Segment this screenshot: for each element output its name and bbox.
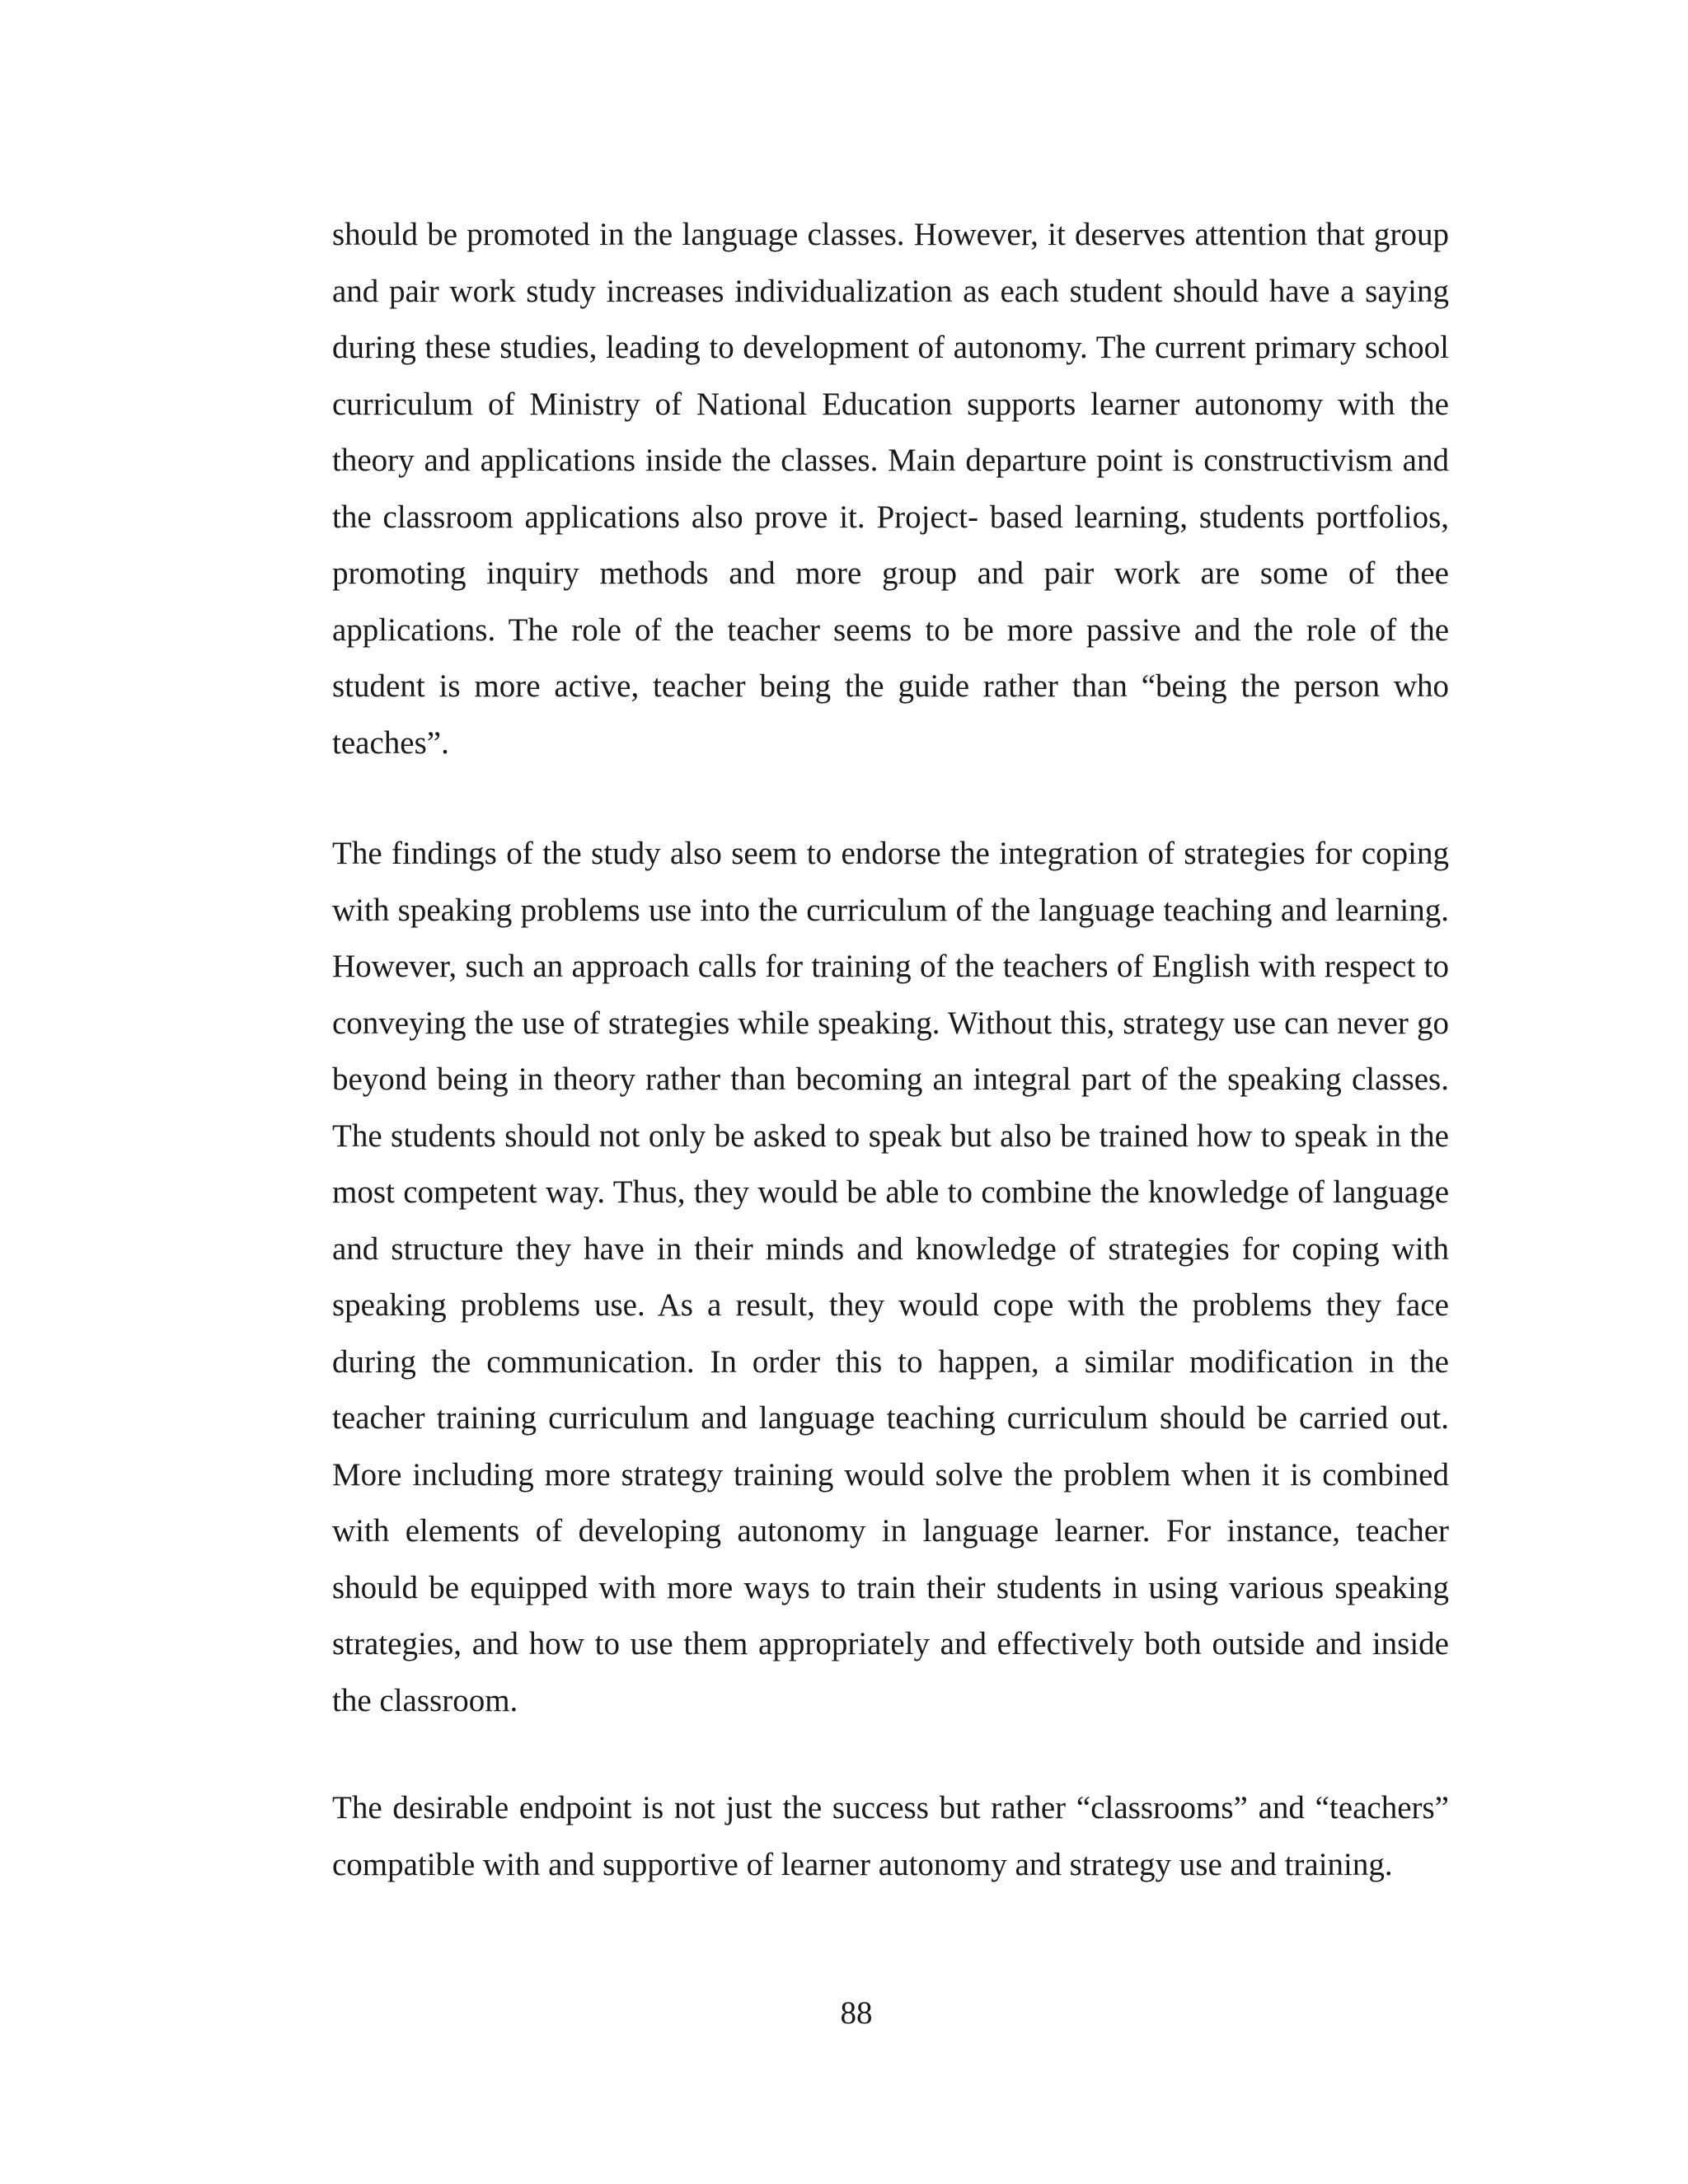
page-number: 88: [840, 1995, 873, 2031]
body-paragraph-2: The findings of the study also seem to endorse the integration of strategies for coping with speaking problems use into the curriculum of the language teaching and learning. However, such an approach calls for training of the teachers of English with respect to conveying the use of strategies while speaking. Without this, strategy use can never go beyond being in theory rather than becoming an integral part of the speaking classes. The students should not only be asked to speak but also be trained how to speak in the most competent way. Thus, they would be able to combine the knowledge of language and structure they have in their minds and knowledge of strategies for coping with speaking problems use. As a result, they would cope with the problems they face during the communication. In order this to happen, a similar modification in the teacher training curriculum and language teaching curriculum should be carried out. More including more strategy training would solve the problem when it is combined with elements of developing autonomy in language learner. For instance, teacher should be equipped with more ways to train their students in using various speaking strategies, and how to use them appropriately and effectively both outside and inside the classroom.: [332, 836, 1449, 1718]
body-paragraph-3: The desirable endpoint is not just the success but rather “classrooms” and “teachers” compatible with and supportive of learner autonomy and strategy use and training.: [332, 1790, 1449, 1882]
body-paragraph-1: should be promoted in the language classes. However, it deserves attention that group and pair work study increases individualization as each student should have a saying during these studies, leading to development of autonomy. The current primary school curriculum of Ministry of National Education supports learner autonomy with the theory and applications inside the classes. Main departure point is constructivism and the classroom applications also prove it. Project- based learning, students portfolios, promoting inquiry methods and more group and pair work are some of thee applications. The role of the teacher seems to be more passive and the role of the student is more active, teacher being the guide rather than “being the person who teaches”.: [332, 217, 1449, 761]
